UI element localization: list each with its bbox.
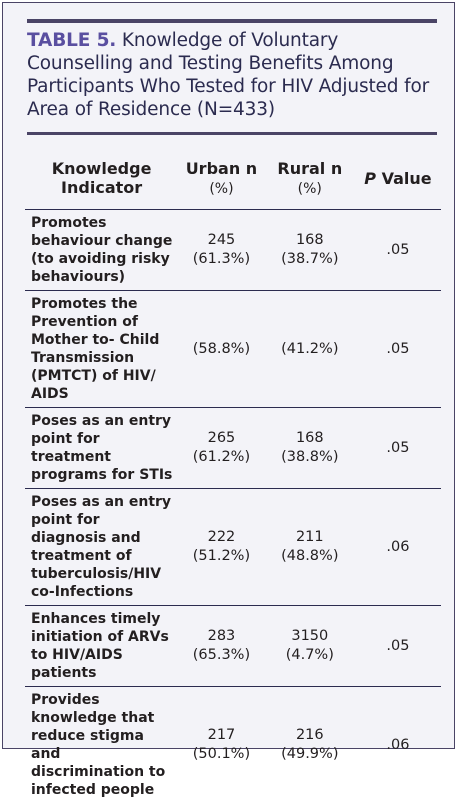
header-p-italic: P [364, 169, 376, 188]
table-label: TABLE 5. [27, 30, 116, 51]
data-table [25, 153, 441, 803]
p-value-cell: .06 [355, 687, 441, 803]
urban-pct: (61.3%) [180, 250, 262, 269]
indicator-cell: Poses as an entry point for treatment programs for STIs [25, 408, 178, 489]
urban-pct: (51.2%) [180, 547, 262, 566]
urban-cell [178, 408, 264, 489]
urban-n: 217 [180, 726, 262, 745]
rural-n: 168 [267, 429, 353, 448]
header-row [25, 153, 441, 210]
rural-pct: (38.8%) [267, 448, 353, 467]
table-row [25, 291, 441, 408]
urban-n: 245 [180, 231, 262, 250]
urban-n: 283 [180, 627, 262, 646]
table-row [25, 606, 441, 687]
rural-pct: (41.2%) [267, 340, 353, 359]
top-rule [27, 19, 437, 23]
rural-n: 211 [267, 528, 353, 547]
urban-pct: (58.8%) [180, 340, 262, 359]
header-urban [178, 153, 264, 210]
urban-n: 265 [180, 429, 262, 448]
urban-pct: (65.3%) [180, 646, 262, 665]
table-row [25, 687, 441, 803]
urban-n: 222 [180, 528, 262, 547]
table-row [25, 489, 441, 606]
rural-cell [265, 408, 355, 489]
table-row [25, 210, 441, 291]
urban-pct: (50.1%) [180, 745, 262, 764]
header-indicator-label: Knowledge Indicator [52, 159, 152, 197]
p-value-cell: .06 [355, 489, 441, 606]
urban-cell [178, 210, 264, 291]
rural-cell [265, 687, 355, 803]
p-value-cell: .05 [355, 291, 441, 408]
p-value-cell: .05 [355, 408, 441, 489]
title-rule [27, 132, 437, 135]
header-rural-label: Rural n [277, 159, 342, 178]
table-frame [2, 2, 455, 749]
header-indicator [25, 153, 178, 210]
indicator-cell: Provides knowledge that reduce stigma and discrimination to infected people [25, 687, 178, 803]
header-p-value [355, 153, 441, 210]
rural-cell [265, 606, 355, 687]
rural-cell [265, 210, 355, 291]
table-caption: Knowledge of Voluntary Counselling and Testing Benefits Among Participants Who Tested for HIV Adjusted for Area of Residence (N=433) [27, 30, 429, 120]
indicator-cell: Poses as an entry point for diagnosis and treatment of tuberculosis/HIV co-Infections [25, 489, 178, 606]
urban-cell [178, 291, 264, 408]
indicator-cell: Promotes behaviour change (to avoiding risky behaviours) [25, 210, 178, 291]
table-row [25, 408, 441, 489]
header-p-rest: Value [376, 169, 432, 188]
indicator-cell: Promotes the Prevention of Mother to- Child Transmission (PMTCT) of HIV/ AIDS [25, 291, 178, 408]
rural-n: 216 [267, 726, 353, 745]
header-rural-sub: (%) [298, 181, 322, 197]
rural-cell [265, 489, 355, 606]
header-urban-sub: (%) [209, 181, 233, 197]
rural-cell [265, 291, 355, 408]
urban-cell [178, 606, 264, 687]
rural-n: 168 [267, 231, 353, 250]
header-urban-label: Urban n [186, 159, 257, 178]
rural-pct: (4.7%) [267, 646, 353, 665]
rural-n: 3150 [267, 627, 353, 646]
urban-pct: (61.2%) [180, 448, 262, 467]
urban-cell [178, 687, 264, 803]
p-value-cell: .05 [355, 210, 441, 291]
table-title [27, 29, 443, 121]
rural-pct: (38.7%) [267, 250, 353, 269]
urban-cell [178, 489, 264, 606]
p-value-cell: .05 [355, 606, 441, 687]
header-rural [265, 153, 355, 210]
rural-pct: (49.9%) [267, 745, 353, 764]
rural-pct: (48.8%) [267, 547, 353, 566]
indicator-cell: Enhances timely initiation of ARVs to HIV/AIDS patients [25, 606, 178, 687]
